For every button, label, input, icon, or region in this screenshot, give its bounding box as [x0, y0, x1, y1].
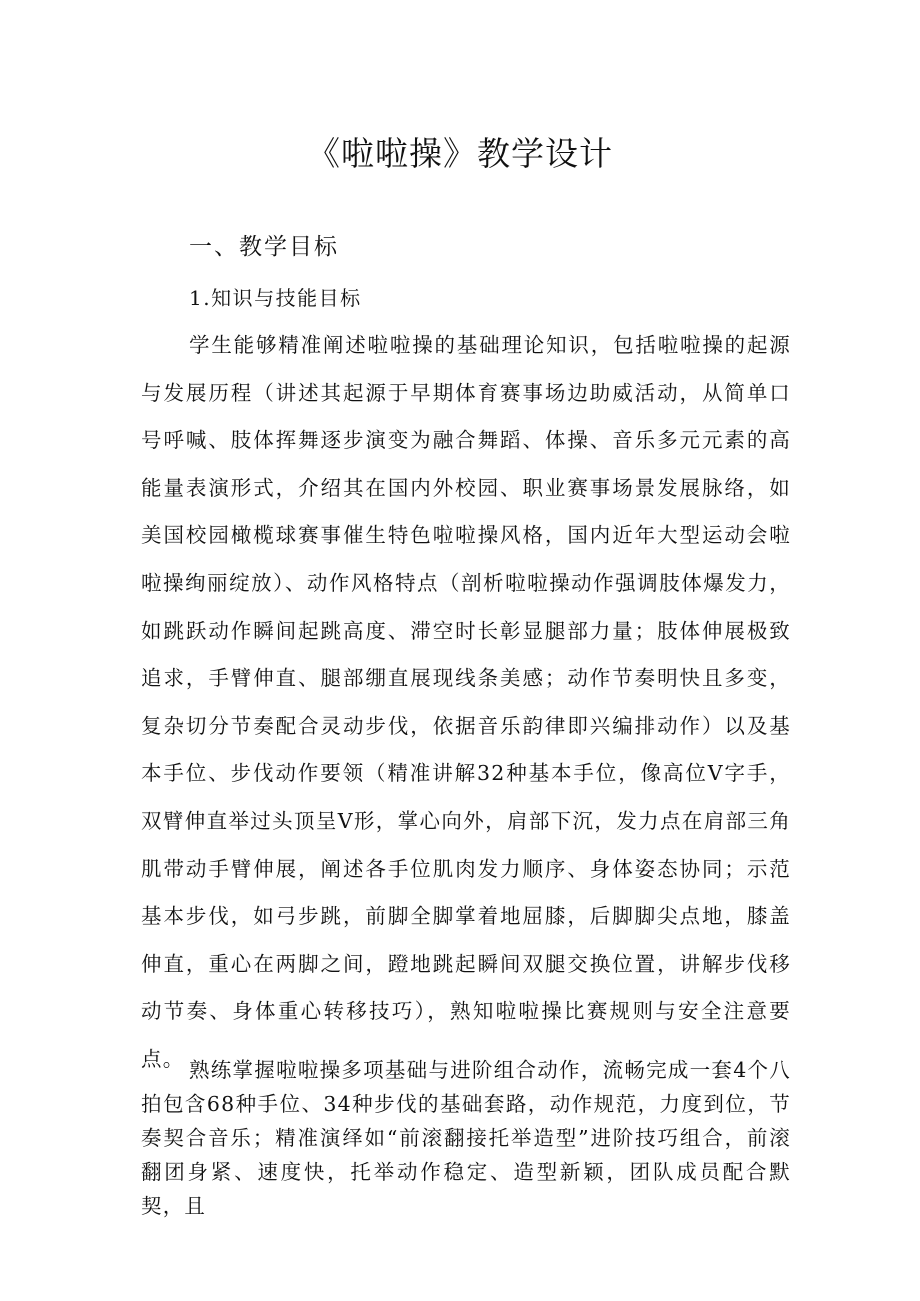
section-heading: 一、教学目标: [189, 234, 339, 260]
document-title: 《啦啦操》教学设计: [307, 134, 613, 173]
body-paragraph: 学生能够精准阐述啦啦操的基础理论知识，包括啦啦操的起源与发展历程（讲述其起源于早期体育赛事场边助威活动，从简单口号呼喊、肢体挥舞逐步演变为融合舞蹈、体操、音乐多元元素的高能量表演形式，介绍其在国内外校园、职业赛事场景发展脉络，如美国校园橄榄球赛事催生特色啦啦操风格，国内近年大型运动会啦啦操绚丽绽放）、动作风格特点（剖析啦啦操动作强调肢体爆发力，如跳跃动作瞬间起跳高度、滞空时长彰显腿部力量；肢体伸展极致追求，手臂伸直、腿部绷直展现线条美感；动作节奏明快且多变，复杂切分节奏配合灵动步伐，依据音乐韵律即兴编排动作）以及基本手位、步伐动作要领（精准讲解32种基本手位，像高位V字手，双臂伸直举过头顶呈V形，掌心向外，肩部下沉，发力点在肩部三角肌带动手臂伸展，阐述各手位肌肉发力顺序、身体姿态协同；示范基本步伐，如弓步跳，前脚全脚掌着地屈膝，后脚脚尖点地，膝盖伸直，重心在两脚之间，蹬地跳起瞬间双腿交换位置，讲解步伐移动节奏、身体重心转移技巧），熟知啦啦操比赛规则与安全注意要点。: [141, 333, 791, 1071]
body-paragraph: 熟练掌握啦啦操多项基础与进阶组合动作，流畅完成一套4个八拍包含68种手位、34种步伐的基础套路，动作规范，力度到位，节奏契合音乐；精准演绎如“前滚翻接托举造型”进阶技巧组合，前滚翻团身紧、速度快，托举动作稳定、造型新颖，团队成员配合默契，且: [141, 1058, 791, 1218]
subsection-heading: 1.知识与技能目标: [189, 286, 362, 310]
